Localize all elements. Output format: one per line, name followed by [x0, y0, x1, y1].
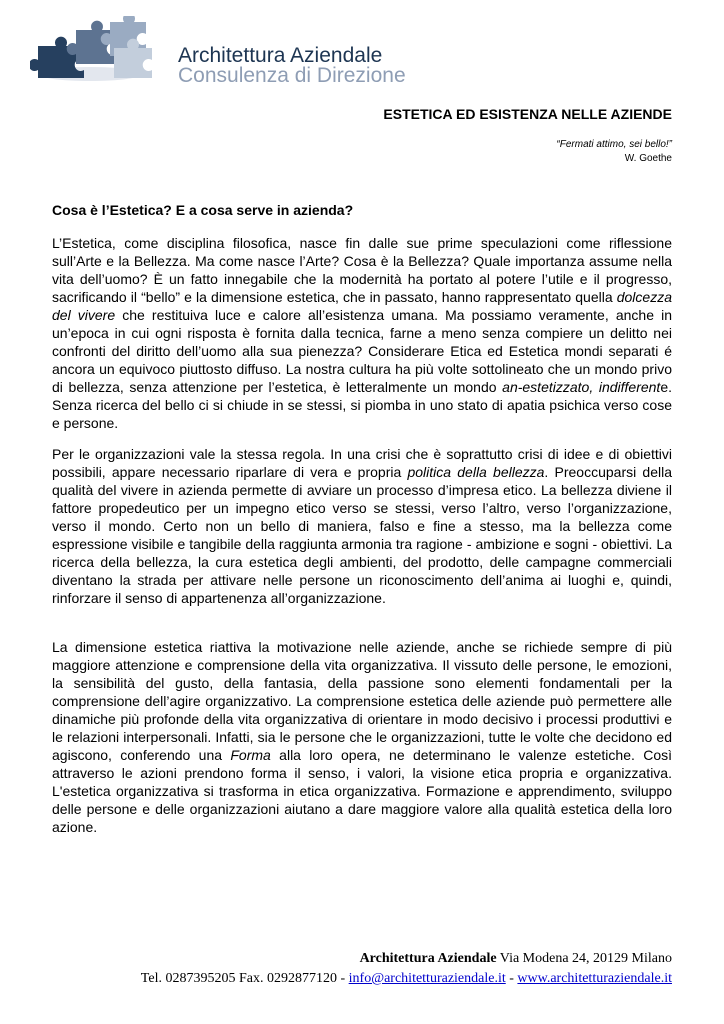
epigraph-quote: “Fermati attimo, sei bello!”: [556, 139, 672, 150]
emphasis-politica: politica della bellezza: [407, 464, 545, 480]
emphasis-dolcezza: dolcezza del vivere: [52, 289, 672, 323]
footer-email-link[interactable]: info@architetturaziendale.it: [348, 971, 506, 986]
document-title: ESTETICA ED ESISTENZA NELLE AZIENDE: [383, 106, 672, 122]
epigraph-author: W. Goethe: [624, 153, 672, 164]
emphasis-anestetizzato: an-estetizzato, indifferent: [502, 379, 661, 395]
company-tagline: Consulenza di Direzione: [178, 64, 406, 87]
footer-website-link[interactable]: www.architetturaziendale.it: [517, 971, 672, 986]
footer-address-line: [360, 951, 672, 967]
emphasis-forma: Forma: [230, 747, 271, 763]
footer-phone-fax: Tel. 0287395205 Fax. 0292877120 -: [140, 971, 349, 986]
footer-contact-line: Tel. 0287395205 Fax. 0292877120 - info@architetturaziendale.it - www.architetturaziendale.it: [140, 971, 672, 986]
paragraph-3: La dimensione estetica riattiva la motivazione nelle aziende, anche se richiede sempre di più maggiore attenzione e comprensione della vita organizzativa. Il vissuto delle persone, le emozioni, la sensibilità del gusto, della fantasia, della passione sono elementi fondamentali per la comprensione dell’agire organizzativo. La comprensione estetica delle aziende può permettere alle dinamiche più profonde della vita organizzativa di orientare in modo decisivo i processi produttivi e le relazioni interpersonali. Infatti, sia le persone che le organizzazioni, tutte le volte che decidono ed agiscono, conferendo una Forma alla loro opera, ne determinano le valenze estetiche. Così attraverso le azioni prendono forma il senso, i valori, la visione etica propria e organizzativa. L'estetica organizzativa si trasforma in etica organizzativa. Formazione e apprendimento, sviluppo delle persone e delle organizzazioni aiutano a dare maggiore valore alla qualità estetica della loro azione.: [52, 639, 672, 835]
section-heading: Cosa è l’Estetica? E a cosa serve in azienda?: [52, 202, 354, 218]
company-logo: [30, 16, 410, 94]
puzzle-pieces-icon: [30, 16, 180, 94]
footer-address: Via Modena 24, 20129 Milano: [496, 951, 672, 966]
paragraph-1: L’Estetica, come disciplina filosofica, nasce fin dalle sue prime speculazioni come riflessione sull’Arte e la Bellezza. Ma come nasce l’Arte? Cosa è la Bellezza? Quale importanza assume nella vita dell’uomo? È un fatto innegabile che la modernità ha portato al potere l’utile e il progresso, sacrificando il “bello” e la dimensione estetica, che in passato, hanno rappresentato quella dolcezza del vivere che restituiva luce e calore all’esistenza umana. Ma possiamo veramente, anche in un’epoca in cui ogni risposta è fornita dalla tecnica, farne a meno senza compiere un delitto nei confronti del diritto dell’uomo alla sua pienezza? Considerare Etica ed Estetica mondi separati é ancora un equivoco piuttosto diffuso. La nostra cultura ha più volte sottolineato che un mondo privo di bellezza, senza attenzione per l’estetica, è letteralmente un mondo an-estetizzato, indifferente. Senza ricerca del bello ci si chiude in se stessi, si piomba in uno stato di apatia psichica verso cose e persone.: [52, 235, 673, 431]
paragraph-2: Per le organizzazioni vale la stessa regola. In una crisi che è soprattutto crisi di idee e di obiettivi possibili, appare necessario riparlare di vera e propria politica della bellezza. Preoccuparsi della qualità del vivere in azienda permette di avviare un processo d’impresa etico. La bellezza diviene il fattore propedeutico per un impegno etico verso se stessi, verso l’altro, verso l’organizzazione, verso il mondo. Certo non un bello di maniera, falso e fine a stesso, ma la bellezza come espressione visibile e tangibile della raggiunta armonia tra ragione - ambizione e sogni - obiettivi. La ricerca della bellezza, la cura estetica degli ambienti, del prodotto, delle campagne commerciali diventano la strada per attivare nelle persone un riconoscimento dell’anima ai luoghi e, quindi, rinforzare il senso di appartenenza all’organizzazione.: [52, 446, 673, 606]
footer-company: Architettura Aziendale: [359, 951, 497, 966]
company-name: Architettura Aziendale: [178, 44, 383, 67]
